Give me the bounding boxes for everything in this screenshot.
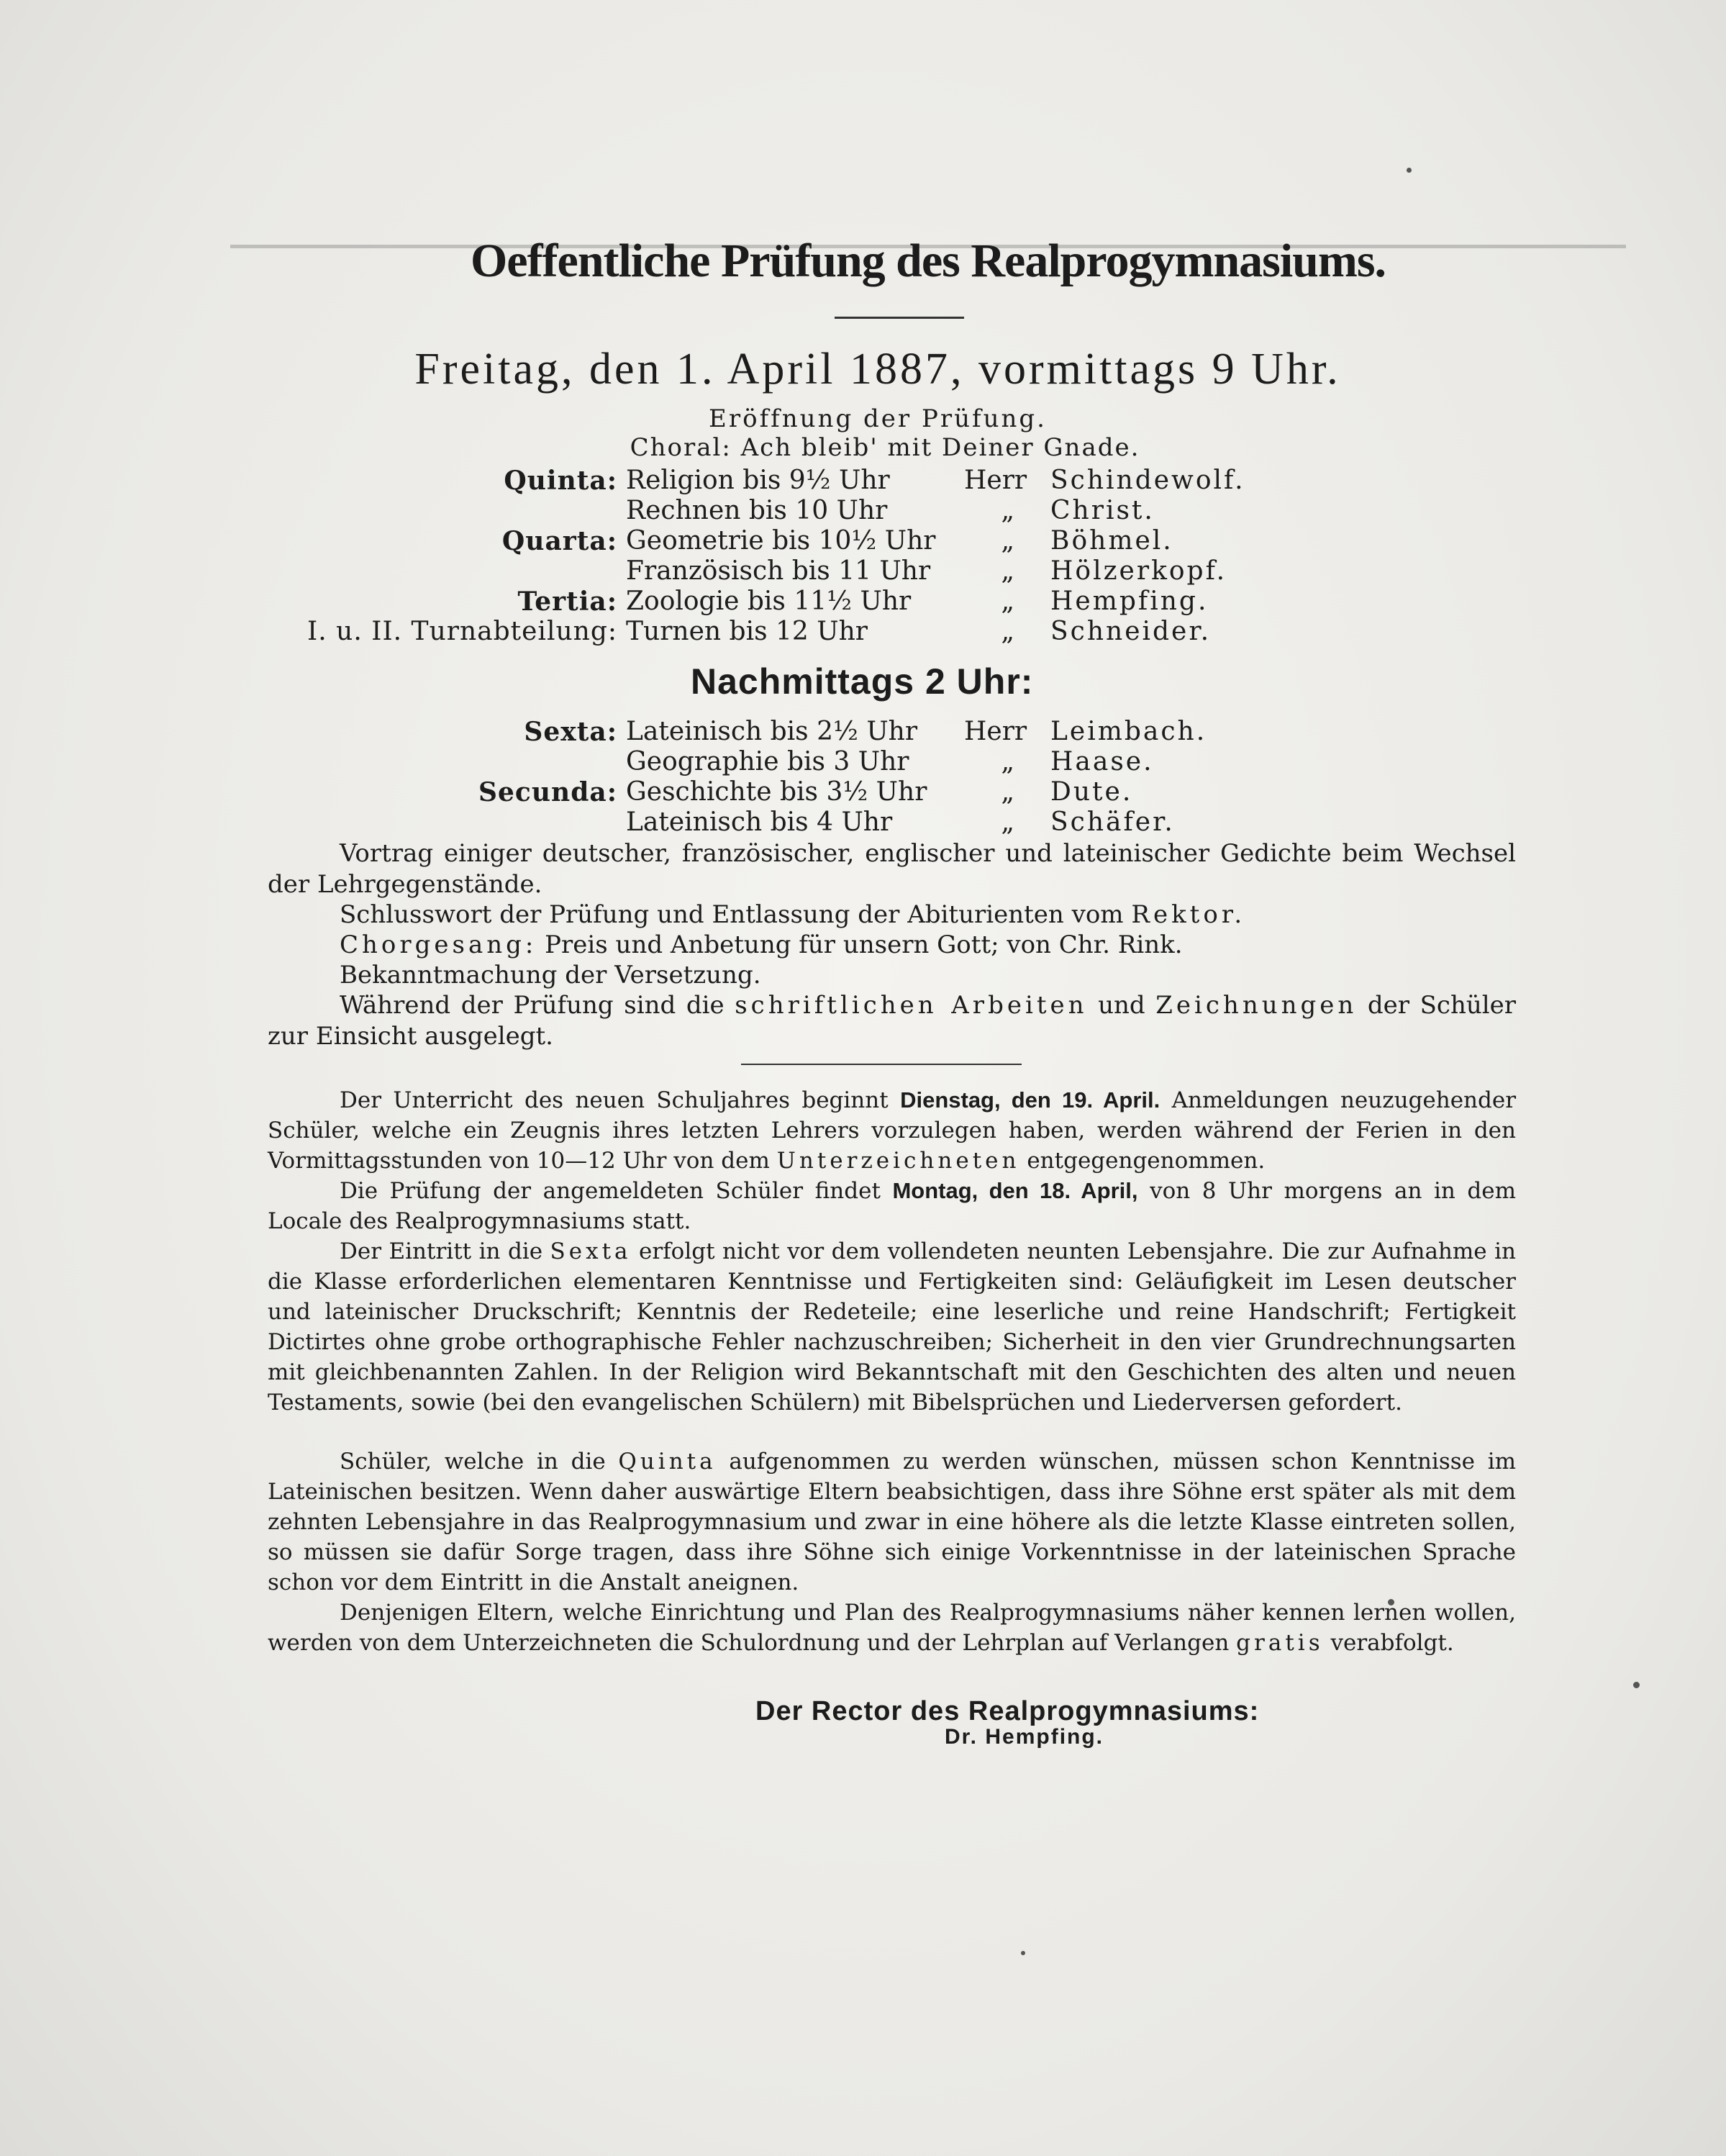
teacher-prefix: Herr <box>964 466 1027 495</box>
subject: Lateinisch bis 2½ Uhr <box>626 717 918 746</box>
teacher-prefix: „ <box>1001 777 1014 807</box>
quinta-requirements-paragraph <box>268 1446 1516 1598</box>
entrance-exam-paragraph <box>268 1176 1516 1236</box>
closing-paragraph <box>268 900 1516 930</box>
choir-label: Chorgesang: <box>340 930 537 959</box>
sexta-text-1: Der Eintritt in die <box>340 1238 543 1264</box>
teacher-name: Dute. <box>1050 777 1133 807</box>
regulations-text-1: Denjenigen Eltern, welche Einrichtung und Plan des Realprogymnasiums näher kennen lernen wollen, werden von dem Unterzeichneten die Schulordnung und der Lehrplan auf Verlangen <box>268 1600 1516 1656</box>
regulations-paragraph <box>268 1598 1516 1658</box>
teacher-prefix: Herr <box>964 717 1027 746</box>
choir-paragraph <box>268 930 1516 961</box>
afternoon-heading: Nachmittags 2 Uhr: <box>691 661 1034 702</box>
exhibit-text-3: der Schüler zur Einsicht ausgelegt. <box>268 991 1517 1051</box>
chorale-line: Choral: Ach bleib' mit Deiner Gnade. <box>630 433 1140 462</box>
subject: Geschichte bis 3½ Uhr <box>626 777 927 807</box>
exam-date: Montag, den 18. April, <box>892 1178 1138 1203</box>
subject: Geographie bis 3 Uhr <box>626 747 909 776</box>
teacher-name: Hölzerkopf. <box>1050 556 1227 586</box>
teacher-prefix: „ <box>1001 496 1014 525</box>
section-divider <box>741 1064 1022 1065</box>
teacher-name: Hempfing. <box>1050 586 1209 616</box>
subject: Geometrie bis 10½ Uhr <box>626 526 936 556</box>
signature-name: Dr. Hempfing. <box>945 1725 1104 1749</box>
teacher-prefix: „ <box>1001 747 1014 776</box>
recital-paragraph: Vortrag einiger deutscher, französischer, englischer und lateinischer Gedichte beim Wechsel der Lehrgegenstände. <box>268 839 1516 899</box>
regulations-gratis: gratis <box>1236 1630 1324 1656</box>
start-text-3: entgegengenommen. <box>1027 1148 1266 1174</box>
sexta-text-2: erfolgt nicht vor dem vollendeten neunten Lebensjahre. Die zur Aufnahme in die Klasse erforderlichen elementaren Kenntnisse und Fertigkeiten sind: Geläufigkeit im Lesen deutscher und lateinischer Druckschrift; Kenntnis der Redeteile; eine leserliche und reine Handschrift; Fertigkeit Dictirtes ohne grobe orthographische Fehler nachzuschreiben; Sicherheit in den vier Grundrechnungsarten mit gleichbenannten Zahlen. In der Religion wird Bekanntschaft mit den Geschichten des alten und neuen Testaments, sowie (bei den evangelischen Schülern) mit Bibelsprüchen und Liederversen gefordert. <box>268 1238 1516 1416</box>
subject: Rechnen bis 10 Uhr <box>626 496 888 525</box>
exhibit-text-1: Während der Prüfung sind die <box>340 991 725 1020</box>
start-date: Dienstag, den 19. April. <box>900 1087 1160 1113</box>
class-name: Secunda: <box>478 777 617 807</box>
teacher-prefix: „ <box>1001 586 1014 616</box>
class-name: Quinta: <box>504 466 617 496</box>
teacher-name: Schäfer. <box>1050 807 1175 837</box>
promotion-paragraph: Bekanntmachung der Versetzung. <box>340 961 761 989</box>
signature-title: Der Rector des Realprogymnasiums: <box>755 1696 1260 1726</box>
sexta-requirements-paragraph <box>268 1236 1516 1418</box>
regulations-text-2: verabfolgt. <box>1330 1630 1454 1656</box>
class-name: Sexta: <box>524 717 617 747</box>
start-text-2: Anmeldungen neuzugehender Schüler, welche ein Zeugnis ihres letzten Lehrers vorzulegen haben, werden während der Ferien in den Vormittagsstunden von 10—12 Uhr von dem <box>268 1087 1517 1174</box>
teacher-name: Schneider. <box>1050 617 1212 646</box>
choir-text: Preis und Anbetung für unsern Gott; von Chr. Rink. <box>545 930 1183 959</box>
class-name: Tertia: <box>517 586 617 617</box>
subject: Französisch bis 11 Uhr <box>626 556 931 586</box>
start-text-1: Der Unterricht des neuen Schuljahres beginnt <box>340 1087 889 1113</box>
teacher-prefix: „ <box>1001 807 1014 837</box>
teacher-prefix: „ <box>1001 556 1014 586</box>
subject: Zoologie bis 11½ Uhr <box>626 586 912 616</box>
subject: Religion bis 9½ Uhr <box>626 466 890 495</box>
teacher-name: Haase. <box>1050 747 1154 776</box>
teacher-prefix: „ <box>1001 526 1014 556</box>
teacher-name: Christ. <box>1050 496 1155 525</box>
document-title: Oeffentliche Prüfung des Realprogymnasiums. <box>470 235 1386 287</box>
teacher-name: Böhmel. <box>1050 526 1173 556</box>
teacher-name: Schindewolf. <box>1050 466 1245 495</box>
closing-text: Schlusswort der Prüfung und Entlassung der Abiturienten vom <box>340 900 1124 929</box>
exhibit-paragraph <box>268 990 1516 1051</box>
class-name: I. u. II. Turnabteilung: <box>307 617 617 646</box>
exam-date-heading: Freitag, den 1. April 1887, vormittags 9 Uhr. <box>414 345 1341 394</box>
start-undersigned: Unterzeichneten <box>776 1148 1020 1174</box>
teacher-prefix: „ <box>1001 617 1014 646</box>
class-name: Quarta: <box>501 526 617 556</box>
teacher-name: Leimbach. <box>1050 717 1207 746</box>
sexta-class: Sexta <box>550 1238 632 1264</box>
subject: Turnen bis 12 Uhr <box>626 617 868 646</box>
exhibit-text-2: und <box>1098 991 1145 1020</box>
subject: Lateinisch bis 4 Uhr <box>626 807 893 837</box>
school-start-paragraph <box>268 1085 1516 1176</box>
closing-rektor: Rektor. <box>1131 900 1246 929</box>
quinta-text-2: aufgenommen zu werden wünschen, müssen schon Kenntnisse im Lateinischen besitzen. Wenn daher auswärtige Eltern beabsichtigen, dass ihre Söhne erst später als mit dem zehnten Lebensjahre in das Realprogymnasium und zwar in eine höhere als die letzte Klasse eintreten sollen, so müssen sie dafür Sorge tragen, dass ihre Söhne sich einige Vorkenntnisse in der lateinischen Sprache schon vor dem Eintritt in die Anstalt aneignen. <box>268 1449 1517 1595</box>
exhibit-written-work: schriftlichen Arbeiten <box>735 991 1088 1020</box>
quinta-text-1: Schüler, welche in die <box>340 1449 606 1475</box>
exam-text-1: Die Prüfung der angemeldeten Schüler findet <box>340 1178 881 1204</box>
exam-text-2: von 8 Uhr morgens an in dem Locale des Realprogymnasiums statt. <box>268 1178 1517 1234</box>
exhibit-drawings: Zeichnungen <box>1155 991 1358 1020</box>
title-divider <box>835 317 964 319</box>
opening-line: Eröffnung der Prüfung. <box>709 404 1047 433</box>
quinta-class: Quinta <box>618 1449 717 1475</box>
